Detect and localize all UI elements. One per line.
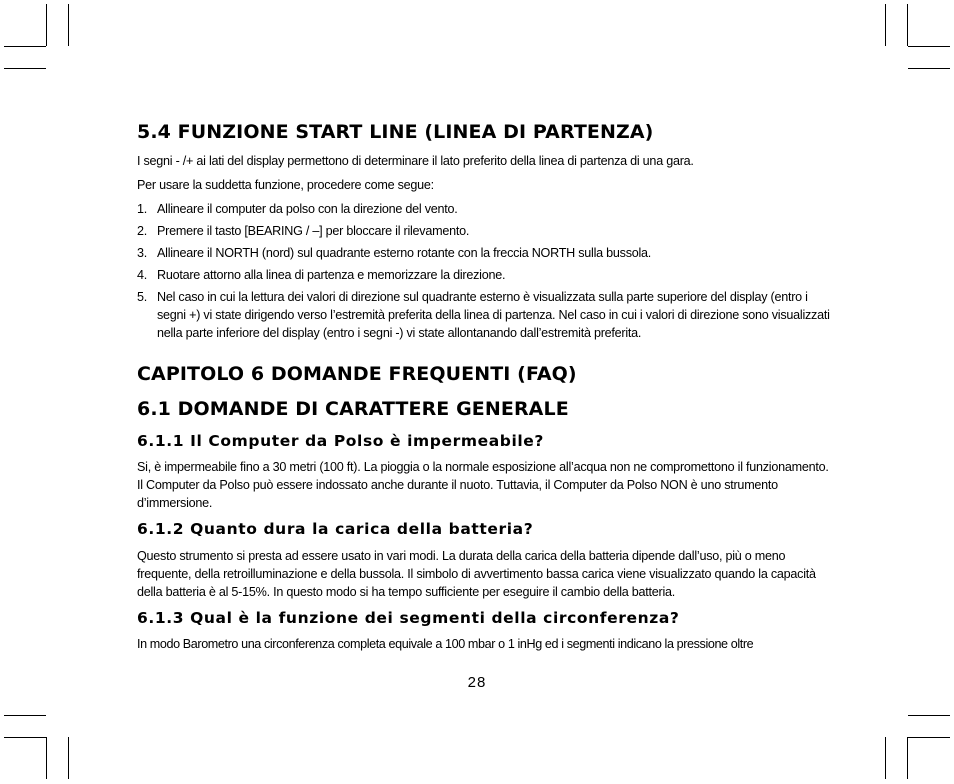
crop-mark (885, 4, 886, 46)
list-number: 5. (137, 290, 148, 304)
crop-mark (4, 737, 46, 738)
instructions-lead: Per usare la suddetta funzione, procedere come segue: (137, 178, 434, 192)
section-title-general: 6.1 DOMANDE DI CARATTERE GENERALE (137, 398, 569, 420)
crop-mark (4, 46, 46, 47)
crop-mark (908, 68, 950, 69)
list-text: Allineare il NORTH (nord) sul quadrante esterno rotante con la freccia NORTH sulla bussola. (157, 246, 652, 260)
crop-mark (46, 4, 47, 46)
faq-answer-waterproof: Si, è impermeabile fino a 30 metri (100 ft). La pioggia o la normale esposizione all’acqua non ne compromettono il funzionamento. Il Computer da Polso può essere indossato anche durante il nuoto. Tuttavia, il Computer da Polso NON è uno strumento d’immersione. (137, 460, 829, 510)
crop-mark (908, 46, 950, 47)
faq-question-waterproof: 6.1.1 Il Computer da Polso è impermeabile? (137, 432, 544, 450)
list-number: 3. (137, 246, 148, 260)
crop-mark (907, 4, 908, 46)
list-number: 4. (137, 268, 148, 282)
faq-question-battery: 6.1.2 Quanto dura la carica della batteria? (137, 520, 534, 538)
crop-mark (908, 715, 950, 716)
crop-mark (4, 715, 46, 716)
page-number: 28 (467, 674, 487, 691)
list-text: Allineare il computer da polso con la direzione del vento. (157, 202, 458, 216)
chapter-title: CAPITOLO 6 DOMANDE FREQUENTI (FAQ) (137, 363, 577, 385)
faq-answer-segments: In modo Barometro una circonferenza completa equivale a 100 mbar o 1 inHg ed i segmenti indicano la pressione oltre (137, 637, 754, 651)
crop-mark (68, 4, 69, 46)
crop-mark (46, 737, 47, 779)
list-text: Ruotare attorno alla linea di partenza e memorizzare la direzione. (157, 268, 506, 282)
crop-mark (908, 737, 950, 738)
crop-mark (68, 737, 69, 779)
list-number: 1. (137, 202, 148, 216)
list-text: Nel caso in cui la lettura dei valori di direzione sul quadrante esterno è visualizzata sulla parte superiore del display (entro i segni +) vi state dirigendo verso l’estremità preferita della linea di partenza. Nel caso in cui i valori di direzione sono visualizzati nella parte inferiore del display (entro i segni -) vi state allontanando dall’estremità preferita. (157, 290, 830, 340)
crop-mark (885, 737, 886, 779)
section-title-start-line: 5.4 FUNZIONE START LINE (LINEA DI PARTENZA) (137, 121, 654, 143)
list-number: 2. (137, 224, 148, 238)
faq-question-segments: 6.1.3 Qual è la funzione dei segmenti della circonferenza? (137, 609, 680, 627)
crop-mark (4, 68, 46, 69)
faq-answer-battery: Questo strumento si presta ad essere usato in vari modi. La durata della carica della batteria dipende dall’uso, più o meno frequente, della retroilluminazione e della bussola. Il simbolo di avvertimento bassa carica viene visualizzato quando la capacità della batteria è al 5-15%. In questo modo si ha tempo sufficiente per eseguire il cambio della batteria. (137, 549, 816, 599)
list-text: Premere il tasto [BEARING / –] per bloccare il rilevamento. (157, 224, 470, 238)
intro-paragraph: I segni - /+ ai lati del display permettono di determinare il lato preferito della linea di partenza di una gara. (137, 154, 694, 168)
crop-mark (907, 737, 908, 779)
